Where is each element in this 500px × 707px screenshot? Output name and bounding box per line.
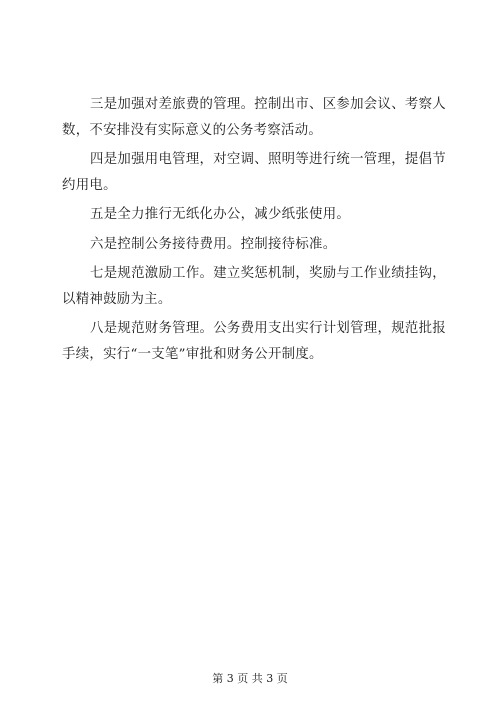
paragraph-line: 手续，实行“一支笔”审批和财务公开制度。 (62, 346, 323, 362)
paragraph-incentives (62, 261, 447, 312)
paragraph-line: 六是控制公务接待费用。控制接待标准。 (90, 236, 337, 252)
paragraph-line: 八是规范财务管理。公务费用支出实行计划管理，规范批报 (90, 321, 446, 336)
document-body (62, 92, 447, 371)
paragraph-travel-expenses (62, 92, 447, 143)
paragraph-electricity (62, 147, 447, 198)
paragraph-line: 三是加强对差旅费的管理。控制出市、区参加会议、考察人 (90, 97, 446, 112)
paragraph-line: 四是加强用电管理，对空调、照明等进行统一管理，提倡节 (90, 152, 446, 167)
paragraph-paperless (90, 202, 447, 228)
page-number-footer: 第 3 页 共 3 页 (212, 672, 288, 685)
paragraph-line: 五是全力推行无纸化办公，减少纸张使用。 (90, 207, 351, 222)
paragraph-line: 约用电。 (62, 177, 117, 193)
paragraph-finance (62, 316, 447, 367)
paragraph-line: 七是规范激励工作。建立奖惩机制，奖励与工作业绩挂钩， (90, 266, 446, 281)
paragraph-reception (90, 232, 447, 258)
paragraph-line: 数，不安排没有实际意义的公务考察活动。 (62, 122, 323, 138)
paragraph-line: 以精神鼓励为主。 (62, 291, 172, 307)
